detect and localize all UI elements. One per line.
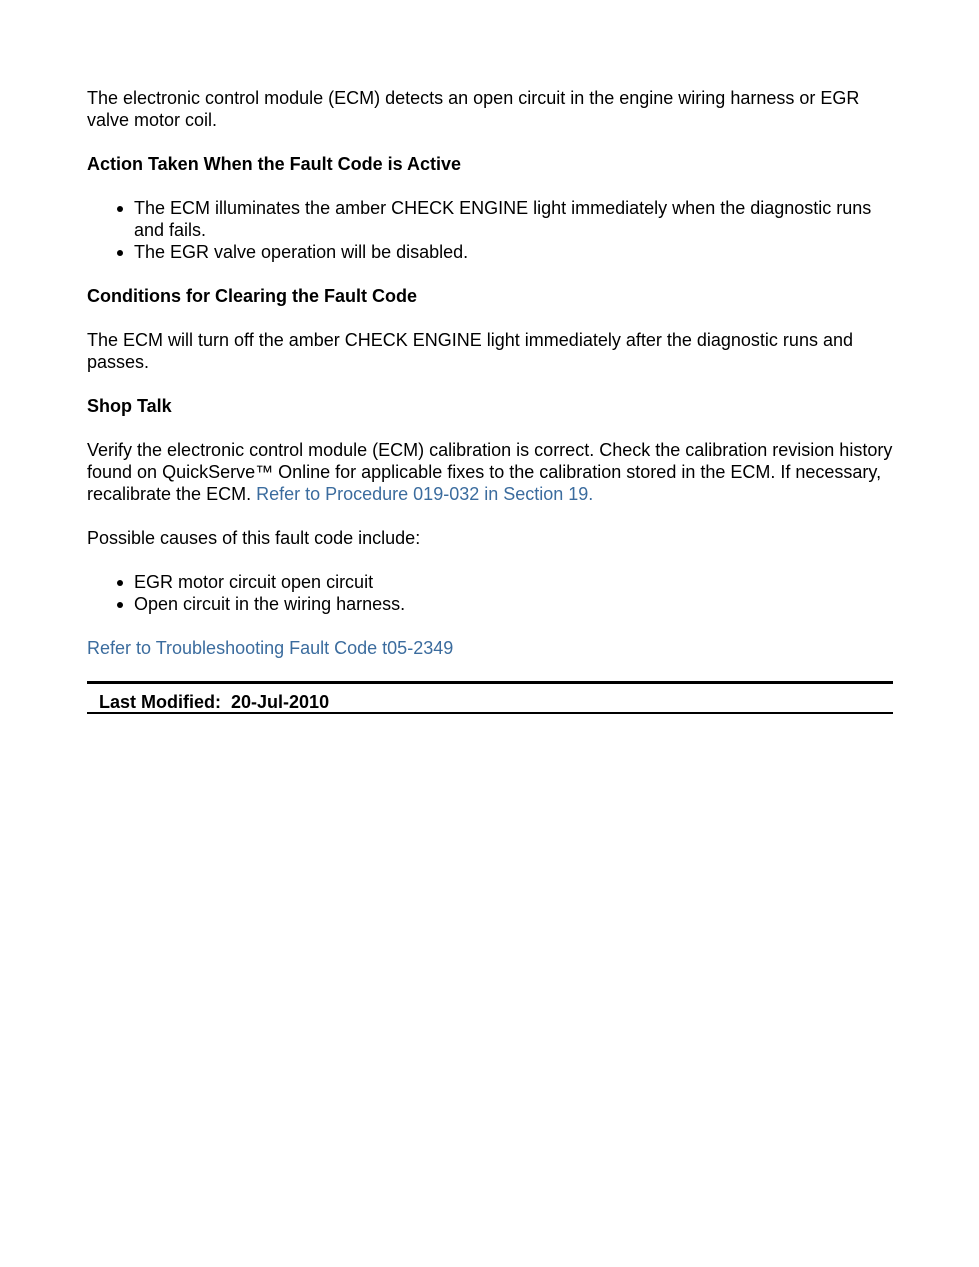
causes-list xyxy=(87,571,893,615)
list-item xyxy=(134,571,893,593)
list-item xyxy=(134,593,893,615)
list-item xyxy=(134,241,893,263)
list-item-text: EGR motor circuit open circuit xyxy=(134,572,374,592)
last-modified-label: Last Modified: xyxy=(99,692,221,712)
list-item-text: The ECM illuminates the amber CHECK ENGINE light immediately when the diagnostic runs and fails. xyxy=(134,198,872,240)
procedure-link[interactable]: Refer to Procedure 019-032 in Section 19. xyxy=(256,484,594,504)
bullet-icon xyxy=(117,580,123,586)
last-modified-date: 20-Jul-2010 xyxy=(231,692,330,712)
action-heading: Action Taken When the Fault Code is Active xyxy=(87,154,462,174)
clearing-heading: Conditions for Clearing the Fault Code xyxy=(87,286,417,306)
bullet-icon xyxy=(117,602,123,608)
shop-talk-heading: Shop Talk xyxy=(87,396,172,416)
last-modified-footer xyxy=(87,681,893,714)
troubleshooting-link[interactable]: Refer to Troubleshooting Fault Code t05-2349 xyxy=(87,638,454,658)
document-body xyxy=(87,87,893,714)
troubleshoot-paragraph xyxy=(87,637,893,659)
list-item-text: The EGR valve operation will be disabled. xyxy=(134,242,469,262)
clearing-paragraph: The ECM will turn off the amber CHECK ENGINE light immediately after the diagnostic runs and passes. xyxy=(87,330,853,372)
shop-talk-text: Verify the electronic control module (ECM) calibration is correct. Check the calibration revision history found on QuickServe™ Online for applicable fixes to the calibration stored in the ECM. If necessary, recalibrate the ECM. xyxy=(87,440,893,504)
causes-intro: Possible causes of this fault code include: xyxy=(87,528,421,548)
list-item xyxy=(134,197,893,241)
bullet-icon xyxy=(117,206,123,212)
intro-paragraph: The electronic control module (ECM) detects an open circuit in the engine wiring harness or EGR valve motor coil. xyxy=(87,88,860,130)
list-item-text: Open circuit in the wiring harness. xyxy=(134,594,406,614)
shop-talk-paragraph xyxy=(87,439,893,505)
bullet-icon xyxy=(117,250,123,256)
action-list xyxy=(87,197,893,263)
